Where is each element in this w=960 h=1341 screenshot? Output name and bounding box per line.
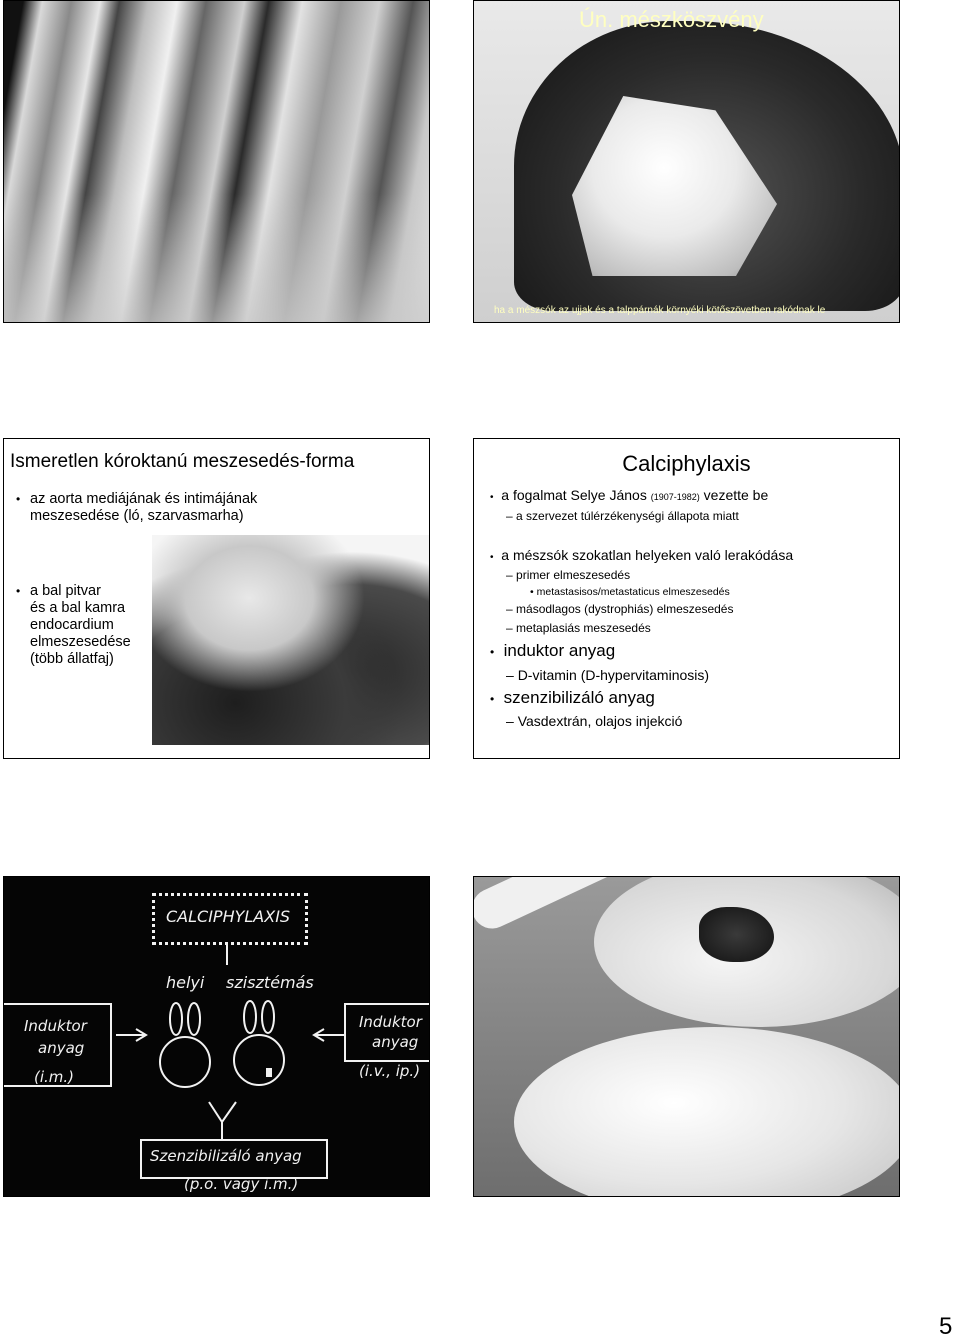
bullet-dot: • [490,645,495,659]
bullet-inductor [490,641,615,661]
sub-bullet-text: Vasdextrán, olajos injekció [517,713,683,729]
bullet-dot: • [16,584,21,598]
inductor-left-line1: Induktor [24,1017,87,1035]
bullet-concept [490,487,768,503]
bullet-text: a bal pitvar [30,583,101,599]
sub-sub-bullet [530,586,730,598]
dash-marker: – [506,509,513,523]
sub-bullet-text: primer elmeszesedés [516,568,631,582]
sub-bullet-text: metaplasiás meszesedés [516,621,651,635]
bullet-text: endocardium [30,617,114,633]
sensitizer-label: Szenzibilizáló anyag [150,1147,302,1165]
heart-photo [152,535,430,745]
inductor-right-route: (i.v., ip.) [359,1062,421,1080]
bullet-sensitizer [490,688,655,708]
bullet-text: induktor anyag [503,641,616,660]
sensitizer-route: (p.o. vagy i.m.) [184,1175,299,1193]
bullet-dot: • [490,692,495,706]
slide-rat-photo [473,876,900,1197]
slide-title: Calciphylaxis [622,451,751,476]
slide-hoof [473,0,900,323]
rabbit-ear-icon [188,1003,200,1035]
bullet-years: (1907-1982) [650,492,700,502]
rabbit-ear-icon [170,1003,182,1035]
inductor-right-line2: anyag [372,1033,419,1051]
bullet-text: szenzibilizáló anyag [503,688,655,707]
bullet-text: (több állatfaj) [30,651,114,667]
sub-bullet [506,621,651,635]
slide-calciphylaxis-diagram [3,876,430,1197]
dash-marker: – [506,568,513,582]
slide-caption: ha a mészsók az ujjak és a talppárnák környéki kötőszövetben rakódnak le [494,305,826,316]
sub-bullet [506,667,709,683]
sub-bullet [506,602,733,616]
injection-mark-icon [266,1068,272,1077]
rabbit-body-icon [234,1035,284,1085]
arrow-left-icon [314,1029,344,1041]
dash-marker: – [506,713,514,729]
bullet-dot: • [530,586,534,598]
bullet-text: meszesedése (ló, szarvasmarha) [30,508,244,524]
sub-bullet [506,568,630,582]
page-number: 5 [939,1313,953,1340]
slide-title: Ún. mészköszvény [579,7,764,32]
label-systemic: szisztémás [226,973,314,992]
bullet-text: és a bal kamra [30,600,126,616]
slide-calciphylaxis [473,438,900,759]
rabbit-body-icon [160,1037,210,1087]
sub-bullet-text: D-vitamin (D-hypervitaminosis) [517,667,710,683]
dash-marker: – [506,667,514,683]
bullet-endocardium [16,583,131,668]
sub-bullet-text: a szervezet túlérzékenységi állapota miatt [516,509,739,523]
bullet-text: elmeszesedése [30,634,131,650]
inductor-left-line2: anyag [38,1039,85,1057]
label-local: helyi [166,973,205,992]
diagram-title: CALCIPHYLAXIS [166,907,291,926]
bullet-dot: • [490,492,494,503]
rabbit-ear-icon [244,1001,256,1033]
rabbit-ear-icon [262,1001,274,1033]
arrow-right-icon [116,1029,146,1041]
bullet-unusual-deposits [490,547,793,563]
bullet-text: vezette be [703,487,769,503]
bullet-text: a fogalmat Selye János [501,487,647,503]
inductor-left-route: (i.m.) [34,1068,75,1086]
merge-arrow-icon [209,1102,236,1139]
sub-sub-bullet-text: metastasisos/metastaticus elmeszesedés [536,586,730,598]
slide-title: Ismeretlen kóroktanú meszesedés-forma [10,451,355,472]
dash-marker: – [506,602,513,616]
aorta-photo-shade [4,194,429,322]
inductor-right-line1: Induktor [359,1013,422,1031]
sub-bullet [506,713,682,729]
bullet-text: az aorta mediájának és intimájának [30,491,258,507]
slide-unknown-calcification [3,438,430,759]
dash-marker: – [506,621,513,635]
sub-bullet-text: másodlagos (dystrophiás) elmeszesedés [516,602,734,616]
sub-bullet [506,509,739,523]
bullet-text: a mészsók szokatlan helyeken való lerakódása [501,547,794,563]
bullet-aorta [16,491,258,525]
bullet-dot: • [490,552,494,563]
bullet-dot: • [16,492,21,506]
slide-aorta [3,0,430,323]
